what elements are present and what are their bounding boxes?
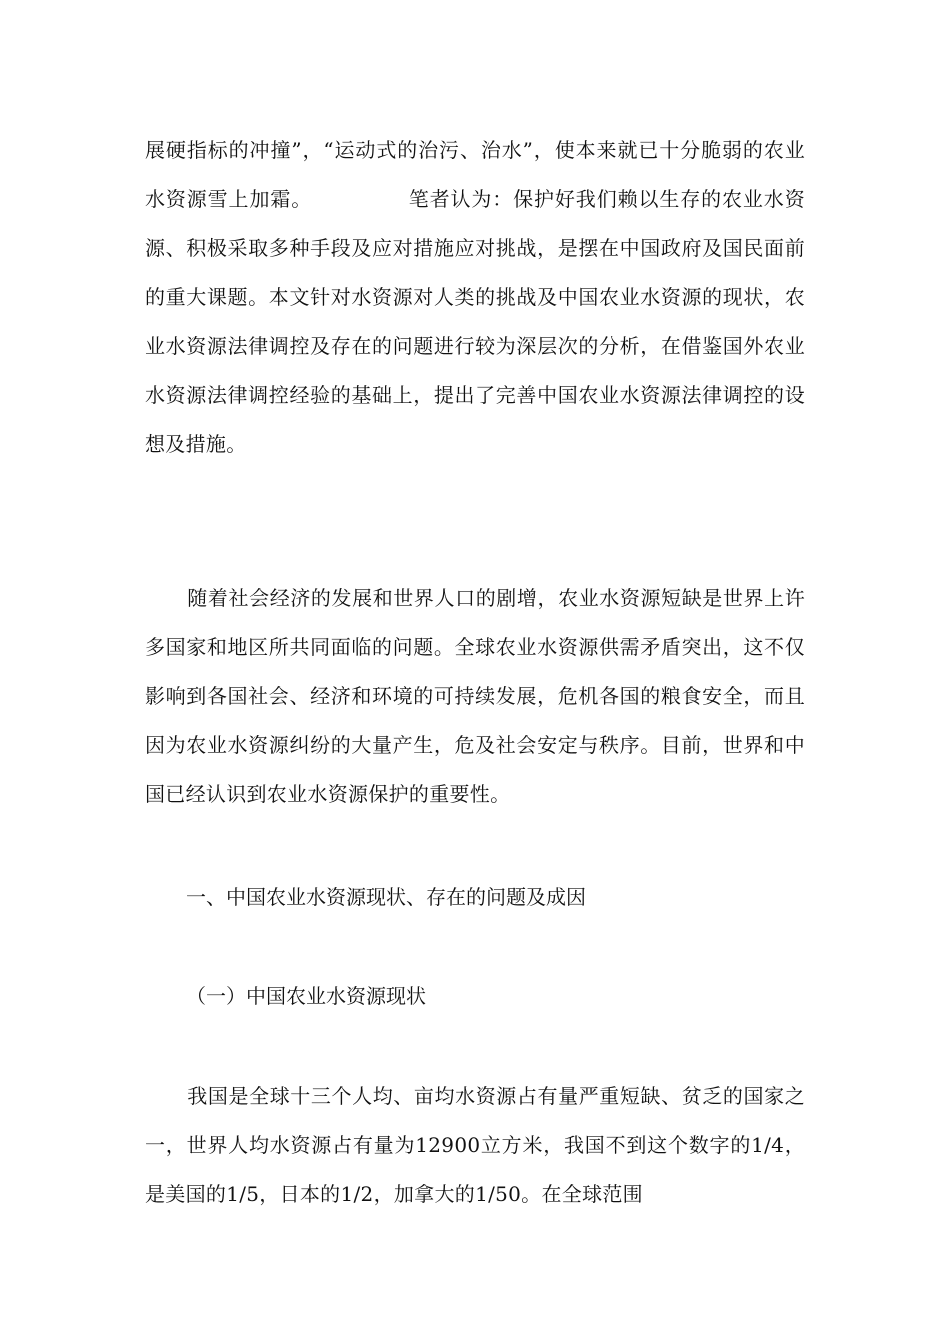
subsection-heading: （一）中国农业水资源现状 bbox=[186, 984, 426, 1008]
body-paragraph-2 bbox=[145, 1072, 805, 1219]
section-heading: 一、中国农业水资源现状、存在的问题及成因 bbox=[186, 885, 586, 909]
body-paragraph-1-text: 随着社会经济的发展和世界人口的剧增，农业水资源短缺是世界上许多国家和地区所共同面临的问题。全球农业水资源供需矛盾突出，这不仅影响到各国社会、经济和环境的可持续发展，危机各国的粮食安全，而且因为农业水资源纠纷的大量产生，危及社会安定与秩序。目前，世界和中国已经认识到农业水资源保护的重要性。 bbox=[145, 586, 805, 806]
intro-paragraph bbox=[145, 126, 805, 469]
body-paragraph-2-text: 我国是全球十三个人均、亩均水资源占有量严重短缺、贫乏的国家之一，世界人均水资源占有量为12900立方米，我国不到这个数字的1/4，是美国的1/5，日本的1/2，加拿大的1/50。在全球范围 bbox=[145, 1084, 805, 1206]
intro-text-part2: 笔者认为：保护好我们赖以生存的农业水资源、积极采取多种手段及应对措施应对挑战，是摆在中国政府及国民面前的重大课题。本文针对水资源对人类的挑战及中国农业水资源的现状，农业水资源法律调控及存在的问题进行较为深层次的分析，在借鉴国外农业水资源法律调控经验的基础上，提出了完善中国农业水资源法律调控的设想及措施。 bbox=[145, 187, 805, 456]
body-paragraph-1 bbox=[145, 574, 805, 819]
intro-text-part1: 展硬指标的冲撞”，“运动式的治污、治水”，使本来就已十分脆弱的农业水资源雪上加霜。 bbox=[145, 138, 805, 211]
